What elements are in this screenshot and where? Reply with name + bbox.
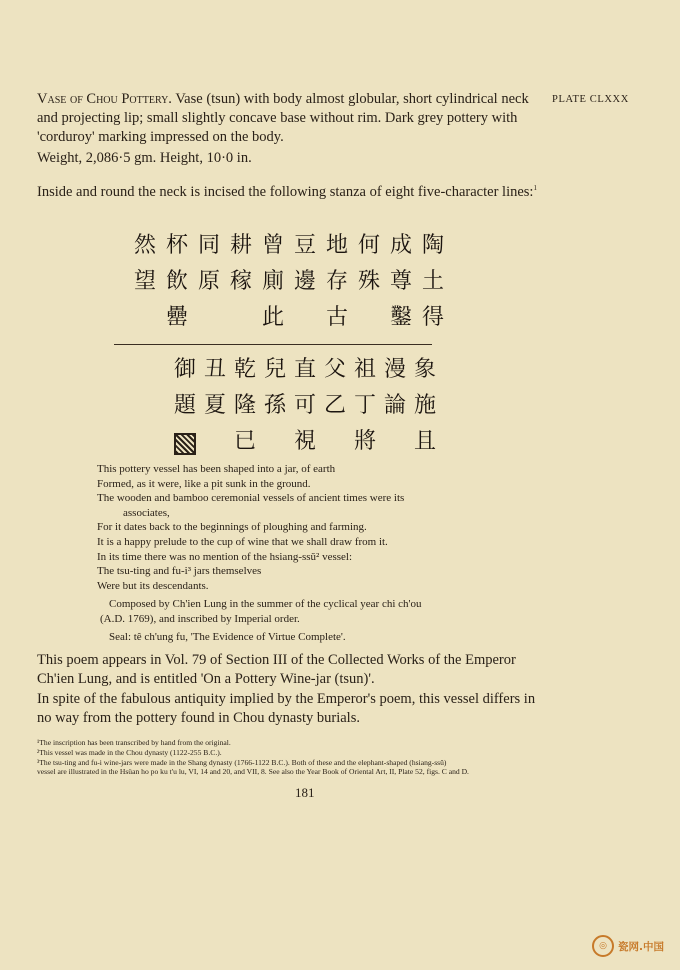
inscription [100, 228, 460, 458]
paragraph-source: This poem appears in Vol. 79 of Section III of the Collected Works of the Emperor Ch'ien Lung, and is entitled 'On a Pottery Wine-jar (tsun)'. [37, 652, 516, 687]
inscription-character: 象 [413, 357, 436, 382]
inscription-character: 尊 [389, 269, 412, 294]
plate-label: PLATE CLXXX [552, 94, 629, 105]
inscription-column [194, 228, 224, 300]
inscription-character: 夏 [203, 393, 226, 418]
inscription-character: 孫 [263, 393, 286, 418]
inscription-column [386, 228, 416, 336]
composed-line: (A.D. 1769), and inscribed by Imperial order. [100, 612, 300, 625]
paragraph-conclusion: In spite of the fabulous antiquity implied by the Emperor's poem, this vessel differs in no way from the pottery found in Chou dynasty burials. [37, 691, 536, 726]
footnote: ³The tsu-ting and fu-i wine-jars were made in the Shang dynasty (1766-1122 B.C.). Both of these and the elephant-shaped (hsiang-ssŭ) [37, 757, 447, 767]
inscription-character: 同 [197, 233, 220, 258]
inscription-character: 杯 [165, 233, 188, 258]
inscription-character: 此 [261, 305, 284, 330]
inscription-character: 存 [325, 269, 348, 294]
inscription-character: 何 [357, 233, 380, 258]
translation-line: The wooden and bamboo ceremonial vessels of ancient times were its [97, 492, 405, 505]
inscription-character: 視 [293, 429, 316, 454]
translation-line: associates, [123, 506, 170, 519]
inscription-character: 邊 [293, 269, 316, 294]
inscription-character: 父 [323, 357, 346, 382]
inscription-character: 耕 [229, 233, 252, 258]
inscription-character: 且 [413, 429, 436, 454]
inscription-character: 殊 [357, 269, 380, 294]
inscription-column [200, 352, 230, 424]
inscription-character: 然 [133, 233, 156, 258]
inscription-character: 乙 [323, 393, 346, 418]
inscription-character: 成 [389, 233, 412, 258]
seal-line: Seal: tê ch'ung fu, 'The Evidence of Virtue Complete'. [109, 630, 346, 643]
inscription-column [170, 352, 200, 455]
inscription-character: 隆 [233, 393, 256, 418]
translation-line: This pottery vessel has been shaped into a jar, of earth [97, 463, 336, 475]
lead-paragraph [37, 183, 545, 202]
intro-paragraph [37, 90, 545, 147]
footnotes [37, 738, 637, 777]
inscription-column [418, 228, 448, 336]
inscription-character: 豆 [293, 233, 316, 258]
inscription-column [290, 228, 320, 300]
inscription-column [350, 352, 380, 460]
inscription-column [380, 352, 410, 424]
inscription-character: 可 [293, 393, 316, 418]
inscription-column [260, 352, 290, 424]
inscription-column [258, 228, 288, 336]
intro-text: Vase (tsun) with body almost globular, short cylindrical neck and projecting lip; small slightly concave base without rim. Dark grey pottery with 'corduroy' marking impressed on the body. [37, 91, 529, 145]
inscription-column [354, 228, 384, 300]
inscription-character: 丑 [203, 357, 226, 382]
inscription-character: 施 [413, 393, 436, 418]
page-number: 181 [295, 785, 315, 800]
inscription-column [130, 228, 160, 300]
translation-block [97, 462, 517, 644]
inscription-character: 已 [233, 429, 256, 454]
inscription-character: 曾 [261, 233, 284, 258]
inscription-character: 原 [197, 269, 220, 294]
inscription-character: 望 [133, 269, 156, 294]
footnote-ref: 1 [533, 184, 537, 193]
inscription-column [162, 228, 192, 336]
inscription-column [226, 228, 256, 300]
translation-line: For it dates back to the beginnings of ploughing and farming. [97, 521, 367, 534]
intro-heading: Vase of Chou Pottery. [37, 91, 172, 107]
inscription-column [410, 352, 440, 460]
inscription-character: 論 [383, 393, 406, 418]
watermark-text: 瓷网.中国 [618, 940, 664, 953]
inscription-column [322, 228, 352, 336]
inscription-character: 古 [325, 305, 348, 330]
inscription-divider [114, 344, 432, 345]
seal-icon [174, 433, 196, 455]
watermark-icon: ◎ [592, 935, 614, 957]
translation-line: In its time there was no mention of the hsiang-ssŭ² vessel: [97, 550, 353, 563]
inscription-character: 祖 [353, 357, 376, 382]
watermark-logo [592, 935, 664, 957]
inscription-character: 直 [293, 357, 316, 382]
inscription-character: 鑿 [389, 305, 412, 330]
composed-line: Composed by Ch'ien Lung in the summer of the cyclical year chi ch'ou [109, 598, 422, 611]
inscription-character: 將 [353, 429, 376, 454]
lead-text: Inside and round the neck is incised the following stanza of eight five-character lines: [37, 184, 534, 200]
inscription-character: 得 [421, 305, 444, 330]
inscription-character: 廁 [261, 269, 284, 294]
inscription-column [230, 352, 260, 460]
inscription-character: 飲 [165, 269, 188, 294]
translation-line: Were but its descendants. [97, 579, 209, 592]
translation-line: Formed, as it were, like a pit sunk in the ground. [97, 477, 311, 490]
inscription-character: 土 [421, 269, 444, 294]
inscription-column [290, 352, 320, 460]
inscription-character: 題 [173, 393, 196, 418]
inscription-character: 陶 [421, 233, 444, 258]
inscription-character: 漫 [383, 357, 406, 382]
inscription-character: 御 [173, 357, 196, 382]
footnote: vessel are illustrated in the Hsüan ho po ku t'u lu, VI, 14 and 20, and VII, 8. See also the Year Book of Oriental Art, II, Plate 52, figs. C and D. [37, 767, 469, 777]
translation-line: The tsu-ting and fu-i³ jars themselves [97, 565, 262, 578]
inscription-column [320, 352, 350, 424]
inscription-character: 丁 [353, 393, 376, 418]
footnote: ²This vessel was made in the Chou dynasty (1122-255 B.C.). [37, 747, 222, 757]
footnote: ¹The inscription has been transcribed by hand from the original. [37, 738, 231, 747]
inscription-character: 乾 [233, 357, 256, 382]
inscription-character: 稼 [229, 269, 252, 294]
inscription-character: 地 [325, 233, 348, 258]
inscription-character: 兒 [263, 357, 286, 382]
inscription-character: 罍 [165, 305, 188, 330]
translation-line: It is a happy prelude to the cup of wine that we shall draw from it. [97, 535, 388, 548]
measurements: Weight, 2,086·5 gm. Height, 10·0 in. [37, 150, 252, 166]
